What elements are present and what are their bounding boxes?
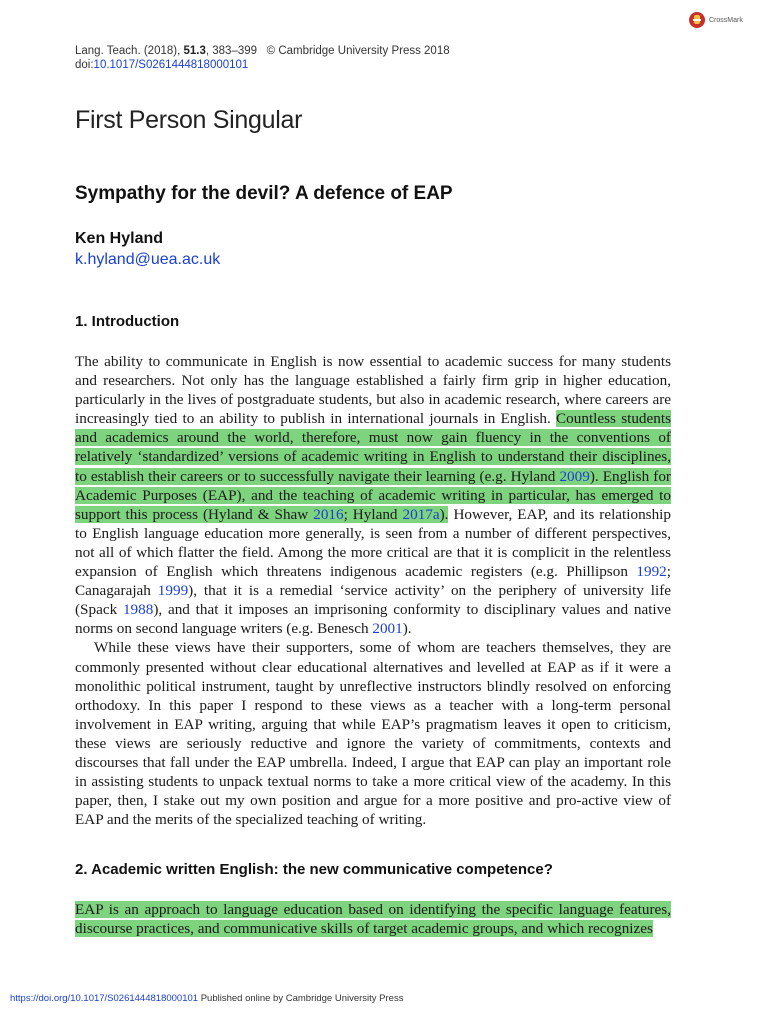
introduction-paragraph-1: [75, 352, 671, 638]
crossmark-label: CrossMark: [709, 16, 743, 24]
citation-link[interactable]: 2001: [372, 620, 403, 638]
text-run: ), that it is a remedial ‘service activity’ on the periphery of university life (Spack: [75, 582, 671, 619]
article-title: Sympathy for the devil? A defence of EAP: [75, 183, 453, 204]
copyright-icon: ©: [266, 45, 276, 57]
section-heading-introduction: 1. Introduction: [75, 313, 180, 330]
highlighted-text: ). English for Academic Purposes (EAP), and the teaching of academic writing in particular, has emerged to support this process (Hyland & Shaw: [75, 467, 671, 523]
text-run: ), and that it imposes an imprisoning conformity to disciplinary values and native norms on second language writers (e.g. Benesch: [75, 601, 671, 638]
crossmark-icon: [689, 12, 705, 28]
highlighted-text: EAP is an approach to language education based on identifying the specific language features, discourse practices, and communicative skills of target academic groups, and which recognizes: [75, 901, 671, 938]
citation-link[interactable]: 2017a: [402, 505, 440, 523]
citation-link[interactable]: 2009: [559, 467, 590, 485]
text-run: However, EAP, and its relationship to English language education more generally, is seen from a number of different perspectives, not all of which flatter the field. Among the more critical are that it is complicit in the relentless expansion of English which threatens indigenous academic registers (e.g. Phillipson: [75, 505, 671, 581]
page-footer: [10, 993, 403, 1004]
doi-prefix: doi:: [75, 59, 94, 71]
volume-issue: 51.3: [183, 45, 206, 57]
doi-line: [75, 58, 450, 72]
journal-citation-line: [75, 44, 450, 58]
citation-link[interactable]: 1992: [636, 563, 667, 581]
highlighted-text: ; Hyland: [343, 505, 403, 523]
author-email-link[interactable]: k.hyland@uea.ac.uk: [75, 251, 221, 268]
introduction-paragraph-2: While these views have their supporters, some of whom are teachers themselves, they are commonly presented without clear educational alternatives and levelled at EAP as if it were a monolithic political instrument, taught by unreflective instructors blindly resolved on enforcing orthodoxy. In this paper I respond to these views as a teacher with a long-term personal involvement in EAP writing, arguing that while EAP’s pragmatism leaves it open to criticism, these views are seriously reductive and ignore the variety of commitments, contexts and discourses that fall under the EAP umbrella. Indeed, I argue that EAP can play an important role in assisting students to unpack textual norms to take a more critical view of the academy. In this paper, then, I stake out my own position and argue for a more positive and pro-active view of EAP and the merits of the specialized teaching of writing.: [75, 639, 671, 829]
page-range: , 383–399: [205, 45, 258, 57]
journal-header: [75, 44, 450, 72]
publisher-copyright: Cambridge University Press 2018: [278, 45, 450, 57]
section-heading-academic-english: 2. Academic written English: the new communicative competence?: [75, 861, 553, 878]
crossmark-badge[interactable]: [689, 12, 743, 28]
footer-doi-link[interactable]: https://doi.org/10.1017/S0261444818000101: [10, 993, 199, 1004]
doi-link[interactable]: 10.1017/S0261444818000101: [93, 59, 249, 71]
text-run: ).: [402, 620, 412, 638]
author-name: Ken Hyland: [75, 230, 164, 247]
citation-link[interactable]: 1999: [157, 582, 189, 600]
text-run: The ability to communicate in English is now essential to academic success for many students and researchers. Not only has the language established a fairly firm grip in higher education, particularly in the lives of postgraduate students, but also in academic research, where careers are increasingly tied to an ability to publish in international journals in English.: [75, 353, 671, 428]
citation-link[interactable]: 2016: [313, 505, 344, 523]
section-type-heading: First Person Singular: [75, 106, 303, 134]
section-2-paragraph-1: [75, 900, 671, 938]
journal-name: Lang. Teach. (2018),: [75, 45, 184, 57]
highlighted-text: Countless students and academics around the world, therefore, must now gain fluency in the conventions of relatively ‘standardized’ versions of academic writing in English to understand their disciplines, to establish their careers or to successfully navigate their learning (e.g. Hyland: [75, 410, 671, 485]
highlighted-text: ).: [439, 505, 449, 523]
citation-link[interactable]: 1988: [122, 601, 154, 619]
section-2-body: [75, 900, 671, 938]
footer-published-text: Published online by Cambridge University Press: [198, 993, 404, 1004]
text-run: ; Canagarajah: [75, 563, 671, 600]
introduction-body: [75, 352, 671, 829]
